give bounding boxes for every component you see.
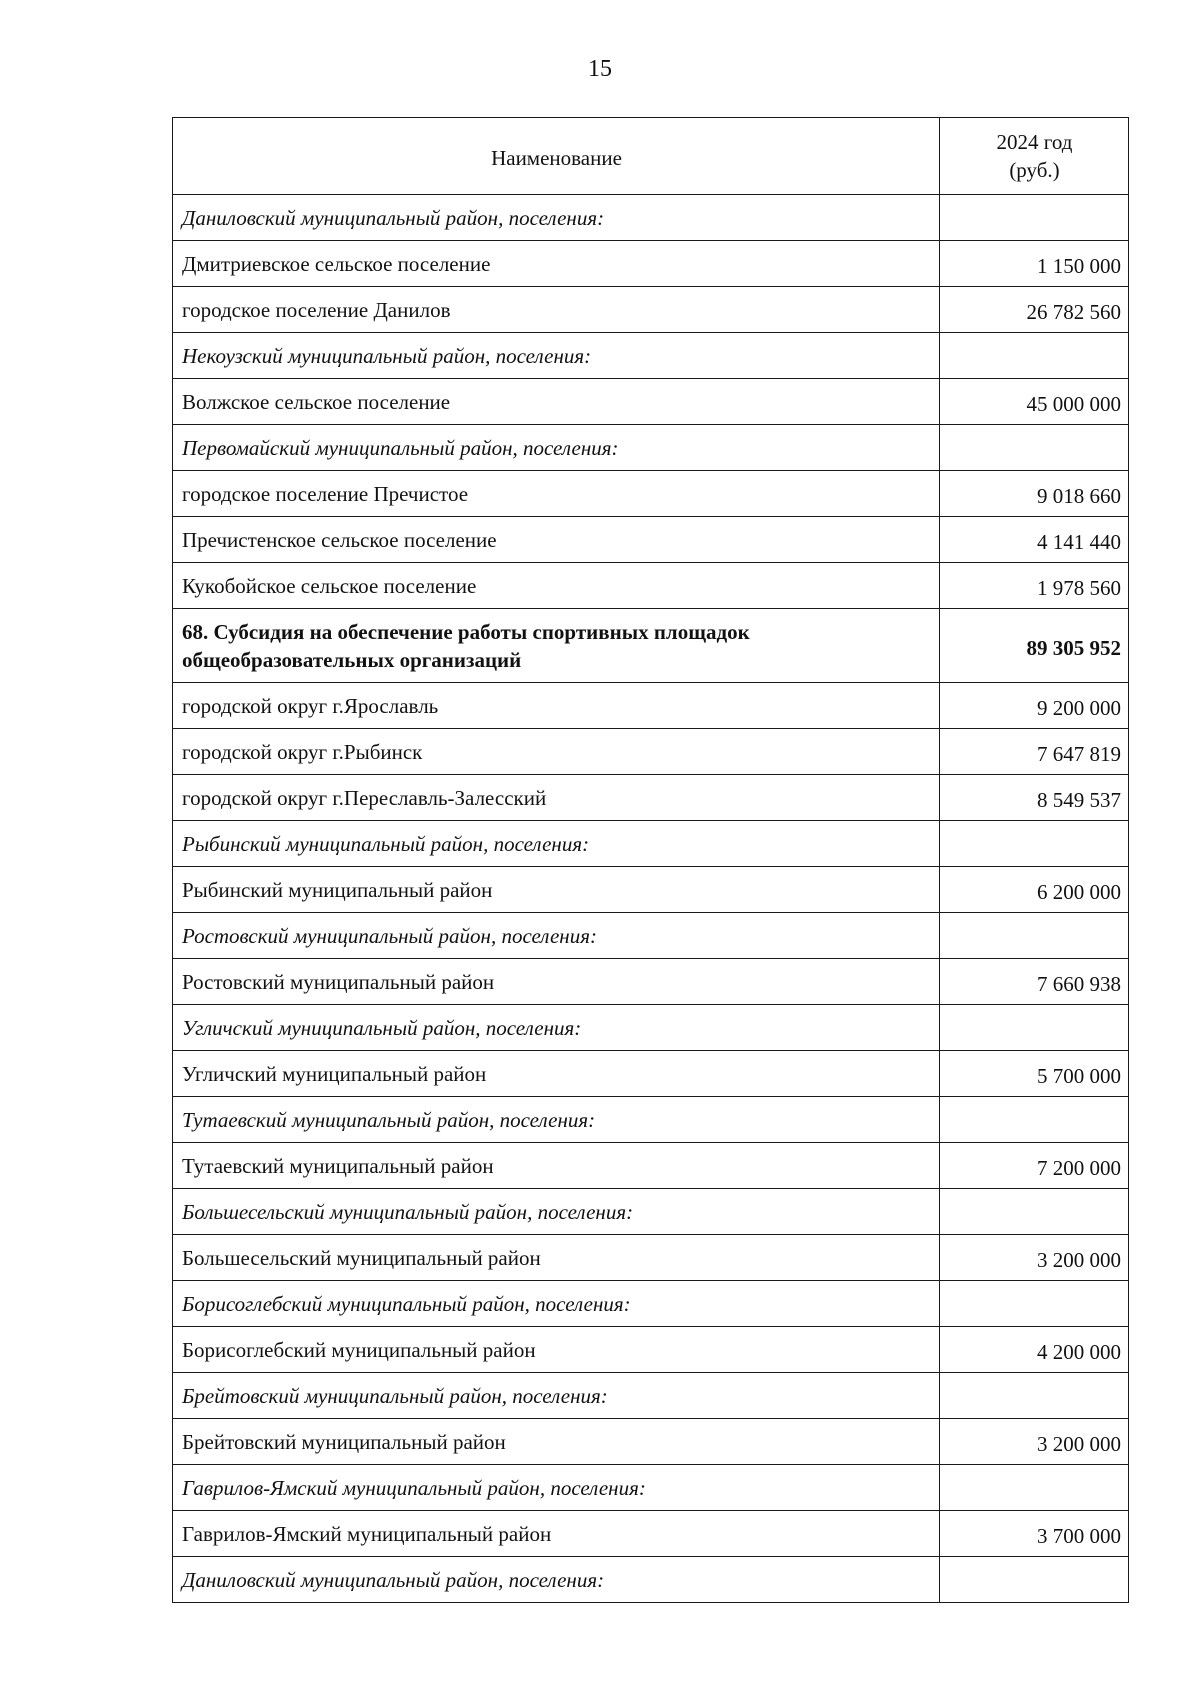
table-body (173, 195, 1129, 1603)
row-value-cell: 4 141 440 (940, 517, 1129, 563)
row-value-cell: 5 700 000 (940, 1051, 1129, 1097)
row-value-cell: 6 200 000 (940, 867, 1129, 913)
row-name-cell: Кукобойское сельское поселение (173, 563, 940, 609)
row-value-cell: 1 978 560 (940, 563, 1129, 609)
row-name-cell: Гаврилов-Ямский муниципальный район, поселения: (173, 1465, 940, 1511)
group-header-row (173, 1557, 1129, 1603)
row-name-cell: Угличский муниципальный район, поселения: (173, 1005, 940, 1051)
table-row (173, 683, 1129, 729)
table-row (173, 379, 1129, 425)
row-name-cell: 68. Субсидия на обеспечение работы спортивных площадок общеобразовательных организаций (173, 609, 940, 683)
group-header-row (173, 195, 1129, 241)
row-name-cell: Гаврилов-Ямский муниципальный район (173, 1511, 940, 1557)
row-name-cell: городское поселение Пречистое (173, 471, 940, 517)
table-row (173, 1235, 1129, 1281)
row-value-cell: 3 200 000 (940, 1419, 1129, 1465)
row-name-cell: Даниловский муниципальный район, поселения: (173, 195, 940, 241)
row-value-cell: 1 150 000 (940, 241, 1129, 287)
table-row (173, 1419, 1129, 1465)
table-row (173, 1051, 1129, 1097)
row-name-cell: Тутаевский муниципальный район, поселения: (173, 1097, 940, 1143)
row-value-cell: 4 200 000 (940, 1327, 1129, 1373)
row-name-cell: Ростовский муниципальный район (173, 959, 940, 1005)
table-header (173, 118, 1129, 195)
header-row (173, 118, 1129, 195)
row-value-cell: 89 305 952 (940, 609, 1129, 683)
row-name-cell: городской округ г.Рыбинск (173, 729, 940, 775)
table-row (173, 729, 1129, 775)
row-value-cell: 7 647 819 (940, 729, 1129, 775)
row-value-cell: 7 200 000 (940, 1143, 1129, 1189)
table-row (173, 517, 1129, 563)
table-row (173, 1327, 1129, 1373)
table-row (173, 241, 1129, 287)
row-value-cell: 9 200 000 (940, 683, 1129, 729)
table-row (173, 287, 1129, 333)
row-name-cell: Угличский муниципальный район (173, 1051, 940, 1097)
row-name-cell: городской округ г.Переславль-Залесский (173, 775, 940, 821)
group-header-row (173, 333, 1129, 379)
row-name-cell: Пречистенское сельское поселение (173, 517, 940, 563)
row-name-cell: Брейтовский муниципальный район (173, 1419, 940, 1465)
row-name-cell: Тутаевский муниципальный район (173, 1143, 940, 1189)
row-name-cell: городское поселение Данилов (173, 287, 940, 333)
row-value-cell (940, 1189, 1129, 1235)
page-number: 15 (588, 56, 612, 82)
row-name-cell: Рыбинский муниципальный район (173, 867, 940, 913)
row-name-cell: Большесельский муниципальный район (173, 1235, 940, 1281)
row-value-cell (940, 1373, 1129, 1419)
table-row (173, 775, 1129, 821)
group-header-row (173, 1005, 1129, 1051)
row-name-cell: Рыбинский муниципальный район, поселения: (173, 821, 940, 867)
table-row (173, 471, 1129, 517)
row-value-cell (940, 1097, 1129, 1143)
row-value-cell: 3 200 000 (940, 1235, 1129, 1281)
row-value-cell (940, 1281, 1129, 1327)
group-header-row (173, 1465, 1129, 1511)
row-value-cell (940, 1465, 1129, 1511)
row-value-cell (940, 195, 1129, 241)
group-header-row (173, 1373, 1129, 1419)
group-header-row (173, 1281, 1129, 1327)
row-name-cell: Даниловский муниципальный район, поселения: (173, 1557, 940, 1603)
row-name-cell: Первомайский муниципальный район, поселения: (173, 425, 940, 471)
budget-table (172, 117, 1129, 1603)
row-value-cell: 26 782 560 (940, 287, 1129, 333)
row-value-cell: 7 660 938 (940, 959, 1129, 1005)
table-row (173, 959, 1129, 1005)
group-header-row (173, 821, 1129, 867)
row-value-cell (940, 913, 1129, 959)
row-value-cell (940, 333, 1129, 379)
row-value-cell: 9 018 660 (940, 471, 1129, 517)
table-row (173, 1143, 1129, 1189)
row-name-cell: Брейтовский муниципальный район, поселения: (173, 1373, 940, 1419)
row-name-cell: Дмитриевское сельское поселение (173, 241, 940, 287)
row-value-cell (940, 821, 1129, 867)
row-name-cell: Борисоглебский муниципальный район, поселения: (173, 1281, 940, 1327)
group-header-row (173, 913, 1129, 959)
row-value-cell: 3 700 000 (940, 1511, 1129, 1557)
column-header-year-label: 2024 год (996, 130, 1073, 154)
row-value-cell (940, 1005, 1129, 1051)
group-header-row (173, 425, 1129, 471)
row-name-cell: Большесельский муниципальный район, поселения: (173, 1189, 940, 1235)
row-name-cell: городской округ г.Ярославль (173, 683, 940, 729)
group-header-row (173, 1189, 1129, 1235)
row-name-cell: Волжское сельское поселение (173, 379, 940, 425)
column-header-name: Наименование (173, 118, 940, 195)
row-value-cell: 8 549 537 (940, 775, 1129, 821)
table-row (173, 867, 1129, 913)
group-header-row (173, 1097, 1129, 1143)
row-name-cell: Борисоглебский муниципальный район (173, 1327, 940, 1373)
row-name-cell: Некоузский муниципальный район, поселения: (173, 333, 940, 379)
table-row (173, 1511, 1129, 1557)
column-header-unit: (руб.) (1009, 158, 1060, 182)
row-value-cell (940, 1557, 1129, 1603)
column-header-year (940, 118, 1129, 195)
row-name-cell: Ростовский муниципальный район, поселения: (173, 913, 940, 959)
section-total-row (173, 609, 1129, 683)
row-value-cell (940, 425, 1129, 471)
row-value-cell: 45 000 000 (940, 379, 1129, 425)
table-row (173, 563, 1129, 609)
